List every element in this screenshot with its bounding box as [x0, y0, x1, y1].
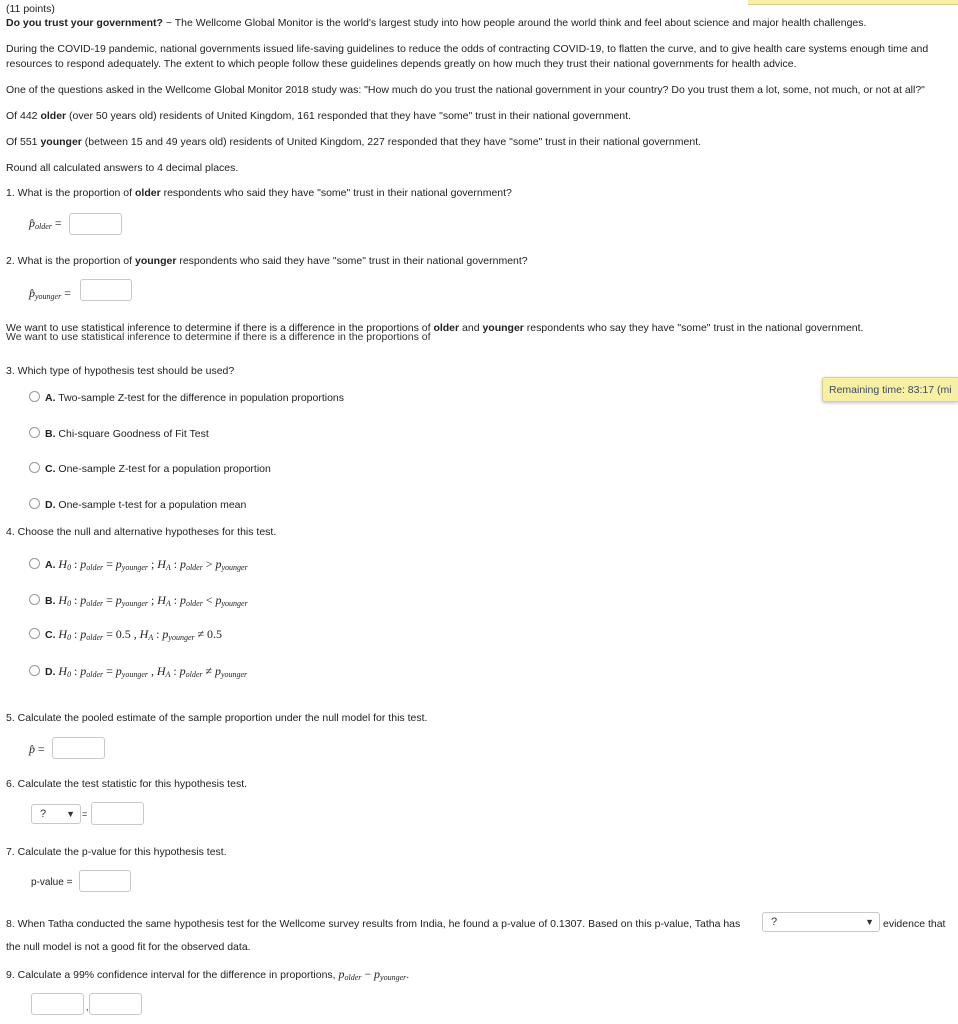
- q3-option-d[interactable]: D. One-sample t-test for a population mean: [29, 498, 246, 511]
- q8-prompt-continued: evidence that: [883, 918, 946, 930]
- q4-prompt: 4. Choose the null and alternative hypotheses for this test.: [6, 526, 277, 538]
- q5-prompt: 5. Calculate the pooled estimate of the sample proportion under the null model for this test.: [6, 712, 428, 724]
- radio-icon[interactable]: [29, 498, 40, 509]
- q3-option-a[interactable]: A. Two-sample Z-test for the difference in population proportions: [29, 391, 344, 404]
- q5-lhs: p̂ =: [29, 742, 45, 756]
- q5-pooled-input[interactable]: [52, 737, 105, 759]
- q8-prompt-end: the null model is not a good fit for the observed data.: [6, 941, 251, 953]
- inference-statement: We want to use statistical inference to determine if there is a difference in the proportions of older and younger respondents who say they have "some" trust in the national government.: [6, 322, 864, 334]
- radio-icon[interactable]: [29, 427, 40, 438]
- context-older-sample: Of 442 older (over 50 years old) residents of United Kingdom, 161 responded that they have "some" trust in their national government.: [6, 110, 631, 122]
- q7-pvalue-input[interactable]: [79, 870, 131, 892]
- question-title: Do you trust your government?: [6, 17, 163, 29]
- q3-option-c[interactable]: C. One-sample Z-test for a population proportion: [29, 462, 271, 475]
- q1-prompt: 1. What is the proportion of older respondents who said they have "some" trust in their national government?: [6, 187, 512, 199]
- q6-equals: =: [82, 809, 88, 819]
- q4-option-a[interactable]: A. H0 : polder = pyounger ; HA : polder > pyounger: [29, 557, 248, 572]
- q4-option-b[interactable]: B. H0 : polder = pyounger ; HA : polder < pyounger: [29, 593, 248, 608]
- q6-answer-input[interactable]: [91, 802, 144, 825]
- context-paragraph-question: One of the questions asked in the Wellcome Global Monitor 2018 study was: "How much do you trust the national government in your country? Do you trust them a lot, some, not much, or not at all?": [6, 84, 925, 96]
- radio-icon[interactable]: [29, 628, 40, 639]
- top-accent-bar: [748, 0, 958, 5]
- chevron-down-icon: ▼: [865, 917, 874, 927]
- q9-prompt: 9. Calculate a 99% confidence interval for the difference in proportions, polder − pyounger.: [6, 967, 410, 982]
- q6-prompt: 6. Calculate the test statistic for this hypothesis test.: [6, 778, 248, 790]
- context-paragraph-covid: During the COVID-19 pandemic, national governments issued life-saving guidelines to reduce the odds of contracting COVID-19, to flatten the curve, and to give health care systems enough time and resources to respond adequately. The extent to which people follow these guidelines depends greatly on how much they trust their national governments for health advice.: [6, 43, 929, 70]
- q4-option-c[interactable]: C. H0 : polder = 0.5 , HA : pyounger ≠ 0.5: [29, 627, 222, 642]
- radio-icon[interactable]: [29, 594, 40, 605]
- q8-prompt: 8. When Tatha conducted the same hypothesis test for the Wellcome survey results from India, he found a p-value of 0.1307. Based on this p-value, Tatha has: [6, 918, 741, 930]
- context-younger-sample: Of 551 younger (between 15 and 49 years old) residents of United Kingdom, 227 responded that they have "some" trust in their national government.: [6, 136, 702, 148]
- q9-comma: ,: [86, 1002, 89, 1012]
- rounding-instruction: Round all calculated answers to 4 decimal places.: [6, 162, 239, 174]
- q1-answer-input[interactable]: [69, 213, 122, 235]
- radio-icon[interactable]: [29, 665, 40, 676]
- q2-answer-input[interactable]: [80, 279, 132, 301]
- radio-icon[interactable]: [29, 558, 40, 569]
- q3-prompt: 3. Which type of hypothesis test should be used?: [6, 365, 235, 377]
- q3-option-b[interactable]: B. Chi-square Goodness of Fit Test: [29, 427, 209, 440]
- q7-prompt: 7. Calculate the p-value for this hypothesis test.: [6, 846, 227, 858]
- q7-label: p-value =: [31, 877, 73, 888]
- radio-icon[interactable]: [29, 462, 40, 473]
- radio-icon[interactable]: [29, 391, 40, 402]
- q9-lower-bound-input[interactable]: [31, 993, 84, 1015]
- q6-statistic-select[interactable]: ? ▼: [31, 804, 81, 824]
- chevron-down-icon: ▼: [66, 809, 75, 819]
- remaining-time-badge: Remaining time: 83:17 (mi: [822, 377, 958, 402]
- clipped-text-artifact: We want to use statistical inference to determine if there is a difference in the proportions of: [6, 331, 431, 343]
- points-label: (11 points): [6, 3, 55, 15]
- q2-lhs: p̂younger =: [29, 286, 71, 301]
- q8-evidence-select[interactable]: ? ▼: [762, 912, 880, 932]
- q9-upper-bound-input[interactable]: [89, 993, 142, 1015]
- q2-prompt: 2. What is the proportion of younger respondents who said they have "some" trust in their national government?: [6, 255, 528, 267]
- q1-lhs: p̂older =: [29, 216, 62, 231]
- intro-paragraph: Do you trust your government? ~ The Wellcome Global Monitor is the world's largest study into how people around the world think and feel about science and major health challenges.: [6, 17, 867, 29]
- q4-option-d[interactable]: D. H0 : polder = pyounger , HA : polder ≠ pyounger: [29, 664, 247, 679]
